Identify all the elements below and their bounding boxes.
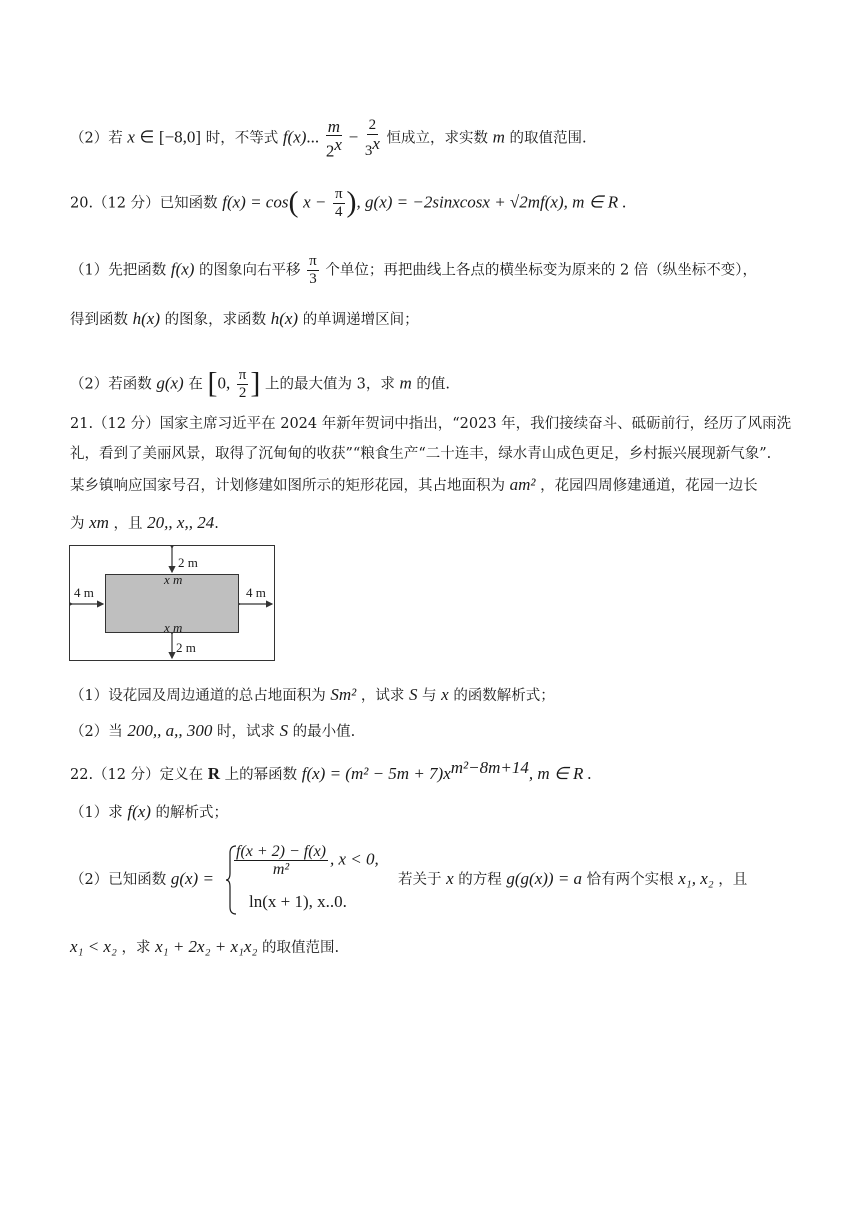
fig-label-bottom: 2 m [176,640,196,655]
fraction-pi-over-3: $\frac{\pi}{3}$ [309,253,317,287]
q22-part2-line: （2）已知函数 g(x) = [70,869,214,888]
q21-part1-line: （1）设花园及周边通道的总占地面积为 Sm² ，试求 S 与 x 的函数解析式； [70,685,555,704]
piecewise-case1: $\frac{f(x + 2) - f(x)}{\text{m²}}$ , x < 0, [236,843,379,878]
garden-figure [69,545,275,661]
q20-part2-line: （2）若函数 g(x) 在 [0, $\frac{\pi}{2}$ ] 上的最大值为 3，求 m 的值. [70,366,450,401]
piecewise-case2: ln(x + 1), x..0. [249,892,347,911]
fraction-pi-over-2: $\frac{\pi}{2}$ [238,367,247,401]
q19-part2-line: （2）若 x ∈ [−8,0] 时，不等式 f(x)... $\frac{m}{2^x}$ − $\frac{2}{3^x}$ 恒成立，求实数 m 的取值范围. [70,116,587,161]
q21-line3: 某乡镇响应国家号召，计划修建如图所示的矩形花园，其占地面积为 am² ，花园四周修建通道，花园一边长 [70,475,758,494]
q21-line1: 21.（12 分）国家主席习近平在 2024 年新年贺词中指出，“2023 年，我们接续奋斗、砥砺前行，经历了风雨洗 [70,416,792,432]
fig-label-inner-top: x m [164,572,183,587]
fig-label-top: 2 m [178,555,198,570]
fig-label-right: 4 m [246,585,266,600]
q22-header: 22.（12 分）定义在 R 上的幂函数 $f(x) = (m^2 - 5m + 7)x^{m^2-8m+14}$, m ∈ R . [70,758,592,783]
fraction-2-over-3x: $\frac{2}{3^x}$ [364,117,380,159]
fig-label-inner-bottom: x m [164,620,183,635]
q20-part1-line2: 得到函数 h(x) 的图象，求函数 h(x) 的单调递增区间； [70,309,419,328]
q22-last-line: x₁ < x₂ ，求 x₁ + 2x₂ + x₁x₂ 的取值范围. [70,937,340,956]
q22-part1-line: （1）求 f(x) 的解析式； [70,802,229,821]
q21-line4: 为 xm ，且 20,, x,, 24. [70,513,219,532]
q21-part2-line: （2）当 200,, a,, 300 时，试求 S 的最小值. [70,721,356,740]
q22-part2-tail: 若关于 x 的方程 g(g(x)) = a 恰有两个实根 x₁, x₂ ，且 [398,869,748,888]
q21-line2: 礼，看到了美丽风景，取得了沉甸甸的收获”“粮食生产“二十连丰，绿水青山成色更足，乡村振兴展现新气象”. [70,446,772,462]
q20-part1-line1: （1）先把函数 f(x) 的图象向右平移 $\frac{\pi}{3}$ 个单位；再把曲线上各点的横坐标变为原来的 2 倍（纵坐标不变）， [70,253,758,287]
fig-label-left: 4 m [74,585,94,600]
fraction-pi-over-4: $\frac{\pi}{4}$ [334,186,343,220]
q20-header: 20.（12 分）已知函数 f(x) = cos( x − $\frac{\pi}{4}$ ), g(x) = −2sinxcosx + √2mf(x), m ∈ R . [70,185,627,220]
fraction-m-over-2x: $\frac{m}{2^x}$ [325,116,342,161]
